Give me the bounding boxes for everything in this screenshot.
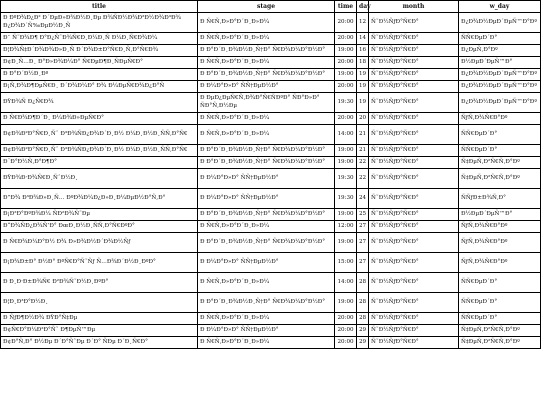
cell-day: 19 [357, 69, 369, 81]
cell-title: Ð¦Ð¾Ñ‡Ð´Ð¾Ð¾Ð»Ð¸Ñ Ð´Ð¾Ð±Ð°Ñ€Ð¸Ñ‚Ð°Ñ€Ð¾ [1, 45, 198, 57]
cell-title: ÐŸÐ¾Ð·Ð¾Ñ€Ð¸ÑˆÐ½Ð¸ [1, 169, 198, 189]
cell-stage: Ð Ð°Ð´Ð¸Ð¾Ð½Ð¸Ñ†Ð° Ñ€Ð¾Ð¼Ð°Ð½Ð° [198, 233, 335, 253]
table-row [1, 313, 541, 325]
column-header-title: title [1, 1, 198, 13]
table-row [1, 209, 541, 221]
cell-time: 20:00 [335, 113, 357, 125]
cell-day: 18 [357, 57, 369, 69]
cell-day: 24 [357, 189, 369, 209]
cell-time: 14:00 [335, 273, 357, 293]
cell-w-day: ÑƒÑ‚Ð¾Ñ€Ð°Ðº [459, 233, 541, 253]
cell-day: 14 [357, 33, 369, 45]
cell-w-day: Ð¿Ð¾Ð½ÐµÐ´ÐµÑ™Ð°Ðº [459, 81, 541, 93]
cell-day: 19 [357, 81, 369, 93]
cell-month: Ñ˜Ð½ÑƒÐ°Ñ€Ð° [369, 293, 459, 313]
cell-stage: Ð ÐµÐ¿ÐµÑ€Ñ‚Ð¾Ð°Ñ€ÑÐºÐ° ÑÐ°Ð»Ð° ÑÐ°Ñ‚Ð½Ðµ [198, 93, 335, 113]
cell-w-day: ÑÑ€ÐµÐ´Ð° [459, 273, 541, 293]
cell-time: 20:00 [335, 325, 357, 337]
header-row [1, 1, 541, 13]
cell-day: 28 [357, 273, 369, 293]
cell-w-day: Ð¿Ð¾Ð½ÐµÐ´ÐµÑ™Ð°Ðº [459, 93, 541, 113]
cell-time: 19:30 [335, 169, 357, 189]
cell-w-day: ÑÑ€ÐµÐ´Ð° [459, 125, 541, 145]
cell-time: 19:00 [335, 233, 357, 253]
cell-month: Ñ˜Ð½ÑƒÐ°Ñ€Ð° [369, 57, 459, 69]
cell-month: Ñ˜Ð½ÑƒÐ°Ñ€Ð° [369, 157, 459, 169]
cell-day: 22 [357, 169, 369, 189]
table-row [1, 45, 541, 57]
cell-title: Ð¡Ð¾Ð±Ð° Ð½Ð° ÐºÑ€Ð°Ñ˜Ñƒ Ñ…Ð¾Ð´Ð½Ð¸ÐºÐ° [1, 253, 198, 273]
column-header-time: time [335, 1, 357, 13]
table-row [1, 157, 541, 169]
cell-w-day: Ð½ÐµÐ´ÐµÑ™Ð° [459, 57, 541, 69]
cell-w-day: ÑÑ€ÐµÐ´Ð° [459, 293, 541, 313]
cell-month: Ñ˜Ð½ÑƒÐ°Ñ€Ð° [369, 125, 459, 145]
cell-month: Ñ˜Ð½ÑƒÐ°Ñ€Ð° [369, 233, 459, 253]
cell-stage: Ð Ð¼Ð°Ð»Ð° ÑÑ†ÐµÐ½Ð° [198, 169, 335, 189]
cell-month: Ñ˜Ð½ÑƒÐ°Ñ€Ð° [369, 313, 459, 325]
cell-w-day: Ñ‡ÐµÑ‚Ð²Ñ€Ñ‚Ð°Ðº [459, 169, 541, 189]
cell-time: 15:00 [335, 253, 357, 273]
table-row [1, 293, 541, 313]
cell-time: 19:00 [335, 45, 357, 57]
cell-w-day: ÑƒÑ‚Ð¾Ñ€Ð°Ðº [459, 113, 541, 125]
cell-title: Ð ÑƒÐ¶Ð½Ð¾ ÐŸÐ°Ñ‡Ðµ [1, 313, 198, 325]
column-header-stage: stage [198, 1, 335, 13]
cell-day: 27 [357, 233, 369, 253]
table-row [1, 33, 541, 45]
cell-w-day: Ñ‡ÐµÑ‚Ð²Ñ€Ñ‚Ð°Ðº [459, 325, 541, 337]
column-header-month: month [369, 1, 459, 13]
cell-title: Ð ÐºÐ¾Ð¿Ð² Ð´ÐµÐ»Ð¾Ð½Ð¸Ðµ Ð¾ÑÐ½Ð¾Ð²Ð½Ð¾Ð³Ð¾ Ð¿Ð¾Ð´Ñ‰ÐµÐ½Ð¸Ñ [1, 13, 198, 33]
cell-stage: Ð Ñ€Ñ‚Ð»Ð°Ð´Ð¸Ð»Ð¼ [198, 13, 335, 33]
cell-month: Ñ˜Ð½ÑƒÐ°Ñ€Ð° [369, 325, 459, 337]
column-header-day: day [357, 1, 369, 13]
cell-time: 19:00 [335, 69, 357, 81]
cell-day: 28 [357, 313, 369, 325]
cell-stage: Ð Ñ€Ñ‚Ð»Ð°Ð´Ð¸Ð»Ð¼ [198, 313, 335, 325]
cell-w-day: Ñ‡ÐµÑ‚Ð²Ñ€Ñ‚Ð°Ðº [459, 337, 541, 349]
cell-stage: Ð Ñ€Ñ‚Ð»Ð°Ð´Ð¸Ð»Ð¼ [198, 57, 335, 69]
column-header-w-day: w_day [459, 1, 541, 13]
cell-title: Ð Ð¸Ð·Ð±Ð¾Ñ€ Ð²Ð¾Ñ˜Ð½Ð¸ÐºÐ° [1, 273, 198, 293]
table-row [1, 13, 541, 33]
cell-month: Ñ˜Ð½ÑƒÐ°Ñ€Ð° [369, 45, 459, 57]
cell-title: Ð¨Ð°Ð½Ñ‚Ð°Ð¶Ð° [1, 157, 198, 169]
table-row [1, 69, 541, 81]
cell-time: 19:00 [335, 145, 357, 157]
cell-w-day: ÑÑ€ÐµÐ´Ð° [459, 33, 541, 45]
cell-stage: Ð Ð¼Ð°Ð»Ð° ÑÑ†ÐµÐ½Ð° [198, 253, 335, 273]
cell-stage: Ð Ð°Ð´Ð¸Ð¾Ð½Ð¸Ñ†Ð° Ñ€Ð¾Ð¼Ð°Ð½Ð° [198, 45, 335, 57]
cell-title: Ð Ð°Ð´Ð½Ð¸Ðº [1, 69, 198, 81]
table-row [1, 125, 541, 145]
cell-month: Ñ˜Ð½ÑƒÐ°Ñ€Ð° [369, 253, 459, 273]
cell-stage: Ð Ð°Ð´Ð¸Ð¾Ð½Ð¸Ñ†Ð° Ñ€Ð¾Ð¼Ð°Ð½Ð° [198, 157, 335, 169]
cell-title: Ð¦Ð¸Ð³Ð°Ð½Ð¸ [1, 293, 198, 313]
cell-month: Ñ˜Ð½ÑƒÐ°Ñ€Ð° [369, 69, 459, 81]
table-row [1, 253, 541, 273]
table-row [1, 81, 541, 93]
cell-stage: Ð Ñ€Ñ‚Ð»Ð°Ð´Ð¸Ð»Ð¼ [198, 221, 335, 233]
cell-day: 22 [357, 157, 369, 169]
cell-title: Ð Ñ€Ð¾Ð¼Ð°Ð½ Ð¾ Ð»Ð¾Ð½Ð´Ð¾Ð½Ñƒ [1, 233, 198, 253]
cell-title: Ð¡Ñ‚Ð¾Ð¶ÐµÑ€Ð¸ Ð´Ð¾Ð¼Ð° Ð¾ Ð¼ÐµÑ€Ð¾Ð¿Ð°Ñ [1, 81, 198, 93]
cell-stage: Ð Ð¼Ð°Ð»Ð° ÑÑ†ÐµÐ½Ð° [198, 325, 335, 337]
cell-time: 20:00 [335, 313, 357, 325]
cell-time: 14:00 [335, 125, 357, 145]
cell-stage: Ð Ð°Ð´Ð¸Ð¾Ð½Ð¸Ñ†Ð° Ñ€Ð¾Ð¼Ð°Ð½Ð° [198, 293, 335, 313]
table-row [1, 325, 541, 337]
cell-stage: Ð Ñ€Ñ‚Ð»Ð°Ð´Ð¸Ð»Ð¼ [198, 113, 335, 125]
table-row [1, 113, 541, 125]
cell-time: 20:00 [335, 337, 357, 349]
cell-time: 20:00 [335, 81, 357, 93]
cell-title: Ð Ñ€Ð¾Ð¶Ð´Ð¸ Ð¼Ð¾Ð»ÐµÑ€Ð° [1, 113, 198, 125]
cell-month: Ñ˜Ð½ÑƒÐ°Ñ€Ð° [369, 273, 459, 293]
cell-w-day: Ñ‡ÐµÑ‚Ð²Ñ€Ñ‚Ð°Ðº [459, 157, 541, 169]
cell-day: 16 [357, 45, 369, 57]
cell-title: Ð¢Ð¾Ð²Ð°Ñ€Ð¸Ñˆ Ð³Ð¾ÑÐ¿Ð¾Ð´Ð¸Ð½ Ð¼Ð¸Ð½Ð¸ÑÑ‚Ð°Ñ€ [1, 145, 198, 157]
cell-title: Ð¢Ð°Ñ‚Ð° Ð½Ðµ Ð´Ð°Ñ˜Ðµ Ð´Ð° ÑÐµ Ð´Ð¸Ñ€Ð° [1, 337, 198, 349]
cell-time: 19:00 [335, 157, 357, 169]
cell-w-day: Ð¿Ð¾Ð½ÐµÐ´ÐµÑ™Ð°Ðº [459, 69, 541, 81]
cell-time: 19:30 [335, 189, 357, 209]
cell-day: 12 [357, 13, 369, 33]
cell-w-day: ÑÑ€ÐµÐ´Ð° [459, 313, 541, 325]
table-row [1, 337, 541, 349]
cell-w-day: ÑÑ€ÐµÐ´Ð° [459, 145, 541, 157]
cell-w-day: Ð¿Ð¾Ð½ÐµÐ´ÐµÑ™Ð°Ðº [459, 13, 541, 33]
cell-stage: Ð Ñ€Ñ‚Ð»Ð°Ð´Ð¸Ð»Ð¼ [198, 337, 335, 349]
cell-month: Ñ˜Ð½ÑƒÐ°Ñ€Ð° [369, 13, 459, 33]
table-row [1, 169, 541, 189]
cell-day: 20 [357, 113, 369, 125]
cell-stage: Ð Ñ€Ñ‚Ð»Ð°Ð´Ð¸Ð»Ð¼ [198, 273, 335, 293]
cell-day: 27 [357, 221, 369, 233]
table-row [1, 57, 541, 69]
cell-stage: Ð Ð¼Ð°Ð»Ð° ÑÑ†ÐµÐ½Ð° [198, 189, 335, 209]
cell-time: 20:00 [335, 33, 357, 45]
table-row [1, 273, 541, 293]
cell-day: 25 [357, 209, 369, 221]
cell-time: 19:30 [335, 93, 357, 113]
cell-month: Ñ˜Ð½ÑƒÐ°Ñ€Ð° [369, 189, 459, 209]
cell-title: Ð¢Ð¸Ñ…Ð¸ Ð°Ð»Ð¾Ð¼Ð° Ñ€ÐµÐ¶Ð¸ÑÐµÑ€Ð° [1, 57, 198, 69]
cell-month: Ñ˜Ð½ÑƒÐ°Ñ€Ð° [369, 221, 459, 233]
cell-time: 19:00 [335, 209, 357, 221]
cell-w-day: Ð¿ÐµÑ‚Ð°Ðº [459, 45, 541, 57]
cell-day: 29 [357, 325, 369, 337]
cell-title: Ð¡Ð²Ð°ÐºÐ¾Ð¼ ÑÐ²Ð¾Ñ˜Ðµ [1, 209, 198, 221]
cell-title: ÐŸÐ¾Ñ Ð¿Ñ€Ð¾ [1, 93, 198, 113]
cell-w-day: ÑƒÑ‚Ð¾Ñ€Ð°Ðº [459, 253, 541, 273]
table-row [1, 93, 541, 113]
cell-month: Ñ˜Ð½ÑƒÐ°Ñ€Ð° [369, 145, 459, 157]
cell-month: Ñ˜Ð½ÑƒÐ°Ñ€Ð° [369, 81, 459, 93]
cell-month: Ñ˜Ð½ÑƒÐ°Ñ€Ð° [369, 113, 459, 125]
cell-time: 20:00 [335, 13, 357, 33]
cell-w-day: ÑÑƒÐ±Ð¾Ñ‚Ð° [459, 189, 541, 209]
cell-time: 12:00 [335, 221, 357, 233]
cell-title: Ð¢Ð¾Ð²Ð°Ñ€Ð¸Ñˆ Ð³Ð¾ÑÐ¿Ð¾Ð´Ð¸Ð½ Ð¼Ð¸Ð½Ð¸ÑÑ‚Ð°Ñ€ [1, 125, 198, 145]
cell-month: Ñ˜Ð½ÑƒÐ°Ñ€Ð° [369, 209, 459, 221]
cell-title: Ð”Ð¾ Ð³Ð¾Ð»Ð¸Ñ… ÐºÐ¾Ð¼Ð¿Ð»Ð¸Ð¼ÐµÐ½Ð°Ñ‚Ð° [1, 189, 198, 209]
cell-title: Ð¢Ñ€Ð°Ð¼Ð²Ð°Ñ˜ Ð¶ÐµÑ™Ðµ [1, 325, 198, 337]
cell-w-day: Ð½ÐµÐ´ÐµÑ™Ð° [459, 209, 541, 221]
cell-day: 19 [357, 93, 369, 113]
cell-time: 19:00 [335, 293, 357, 313]
cell-stage: Ð Ð¼Ð°Ð»Ð° ÑÑ†ÐµÐ½Ð° [198, 81, 335, 93]
table-row [1, 233, 541, 253]
cell-title: Ð“Ð¾ÑÐ¿Ð¾Ñ’Ð° ÐœÐ¸Ð½Ð¸ÑÑ‚Ð°Ñ€ÐºÐ° [1, 221, 198, 233]
table-row [1, 189, 541, 209]
cell-stage: Ð Ð°Ð´Ð¸Ð¾Ð½Ð¸Ñ†Ð° Ñ€Ð¾Ð¼Ð°Ð½Ð° [198, 145, 335, 157]
cell-time: 20:00 [335, 57, 357, 69]
table-row [1, 145, 541, 157]
cell-stage: Ð Ð°Ð´Ð¸Ð¾Ð½Ð¸Ñ†Ð° Ñ€Ð¾Ð¼Ð°Ð½Ð° [198, 209, 335, 221]
cell-day: 21 [357, 125, 369, 145]
cell-month: Ñ˜Ð½ÑƒÐ°Ñ€Ð° [369, 169, 459, 189]
cell-month: Ñ˜Ð½ÑƒÐ°Ñ€Ð° [369, 93, 459, 113]
cell-stage: Ð Ñ€Ñ‚Ð»Ð°Ð´Ð¸Ð»Ð¼ [198, 125, 335, 145]
cell-month: Ñ˜Ð½ÑƒÐ°Ñ€Ð° [369, 337, 459, 349]
cell-w-day: ÑƒÑ‚Ð¾Ñ€Ð°Ðº [459, 221, 541, 233]
cell-day: 29 [357, 337, 369, 349]
cell-month: Ñ˜Ð½ÑƒÐ°Ñ€Ð° [369, 33, 459, 45]
cell-stage: Ð Ð°Ð´Ð¸Ð¾Ð½Ð¸Ñ†Ð° Ñ€Ð¾Ð¼Ð°Ð½Ð° [198, 69, 335, 81]
table-row [1, 221, 541, 233]
cell-stage: Ð Ñ€Ñ‚Ð»Ð°Ð´Ð¸Ð»Ð¼ [198, 33, 335, 45]
cell-title: Ð¯ Ñ˜Ð¾Ð¶ Ð°Ð¿Ñ˜Ð¾Ñ€Ð¸Ð¼Ð¸Ñ Ð¼Ð¸Ñ€Ð¾Ð¼ [1, 33, 198, 45]
cell-day: 27 [357, 253, 369, 273]
cell-day: 28 [357, 293, 369, 313]
cell-day: 21 [357, 145, 369, 157]
